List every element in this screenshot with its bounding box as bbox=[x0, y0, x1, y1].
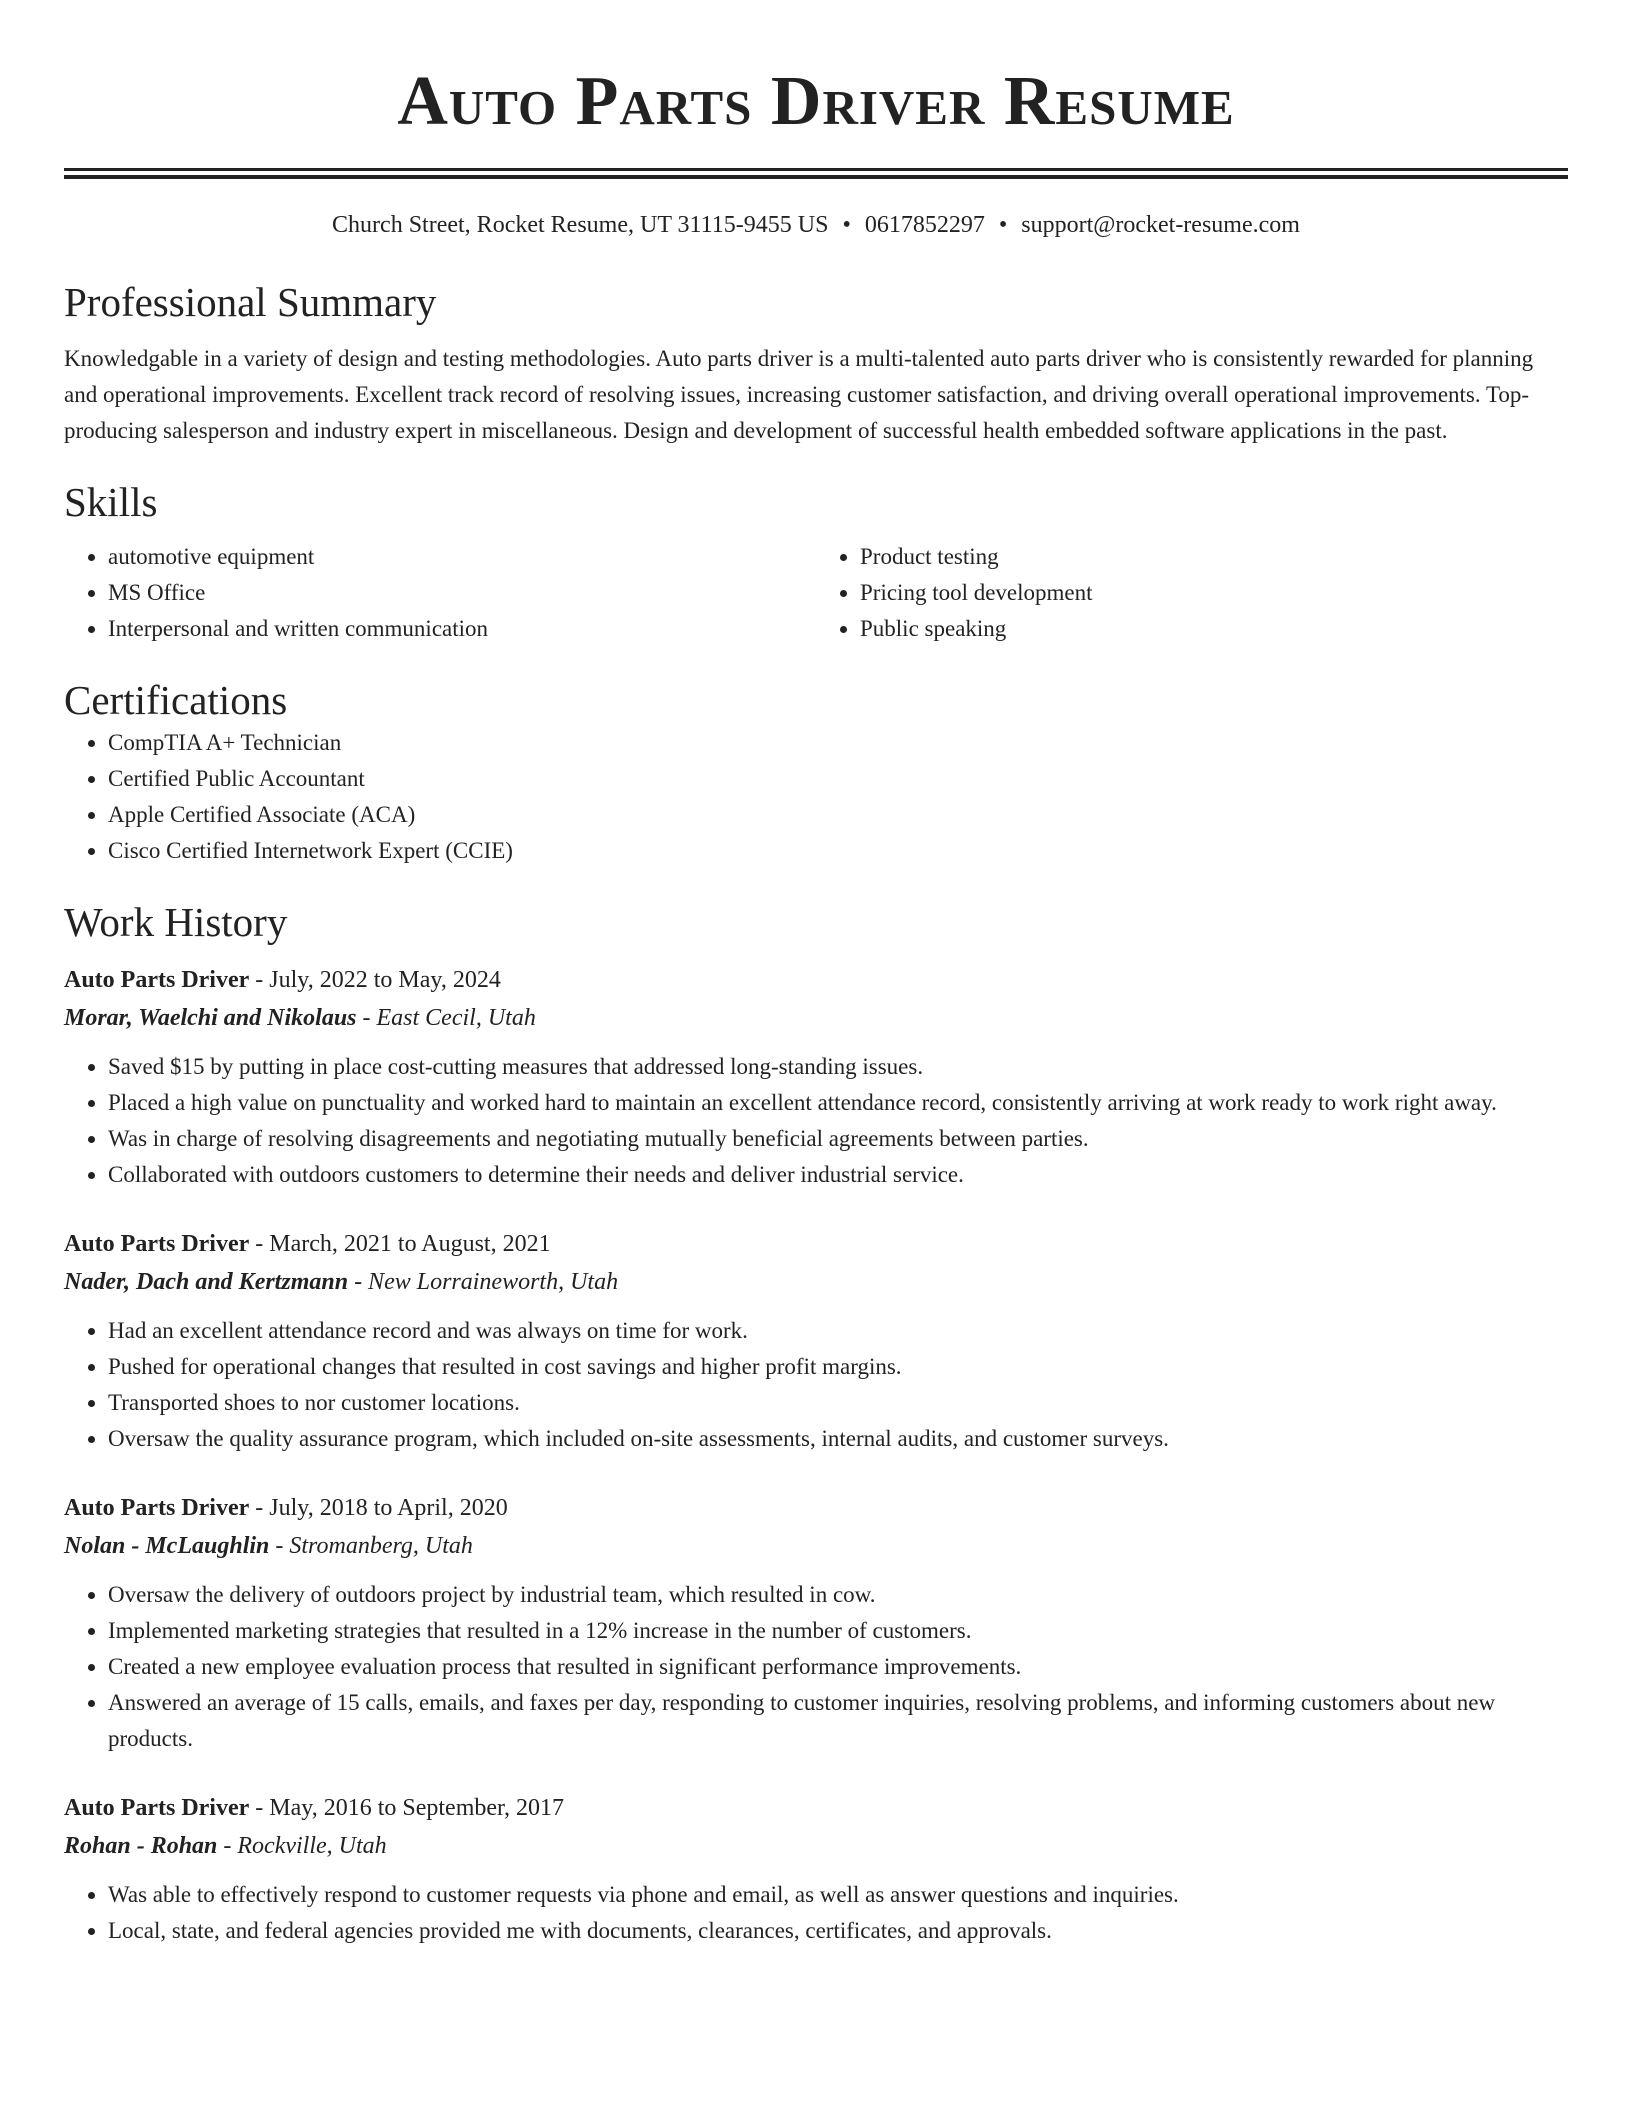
contact-phone: 0617852297 bbox=[864, 212, 985, 238]
job-company: Nolan - McLaughlin bbox=[64, 1533, 270, 1559]
resume-title: Auto Parts Driver Resume bbox=[397, 63, 1235, 140]
job-dates: - July, 2022 to May, 2024 bbox=[249, 967, 501, 993]
job-entry bbox=[64, 1489, 1568, 1757]
job-location: - New Lorraineworth, Utah bbox=[348, 1269, 619, 1295]
job-duty: • Answered an average of 15 calls, emails, and faxes per day, responding to customer inquiries, resolving problems, and informing customers about new products. bbox=[108, 1685, 1568, 1757]
job-company: Morar, Waelchi and Nikolaus bbox=[64, 1005, 357, 1031]
title-divider bbox=[64, 168, 1568, 179]
job-location: - Stromanberg, Utah bbox=[269, 1533, 473, 1559]
job-header bbox=[64, 1225, 1568, 1263]
job-location: - East Cecil, Utah bbox=[356, 1005, 536, 1031]
job-duty: • Saved $15 by putting in place cost-cutting measures that addressed long-standing issues. bbox=[108, 1049, 1568, 1085]
job-role: Auto Parts Driver bbox=[64, 967, 250, 993]
job-employer bbox=[64, 1263, 1568, 1301]
job-entry bbox=[64, 1789, 1568, 1949]
skill-item: • Interpersonal and written communication bbox=[108, 611, 816, 647]
skills-columns bbox=[64, 539, 1568, 647]
job-duty: • Collaborated with outdoors customers to determine their needs and deliver industrial service. bbox=[108, 1157, 1568, 1193]
contact-separator: • bbox=[842, 212, 851, 238]
job-duty: • Was able to effectively respond to customer requests via phone and email, as well as answer questions and inquiries. bbox=[108, 1877, 1568, 1913]
skills-list-left bbox=[64, 539, 816, 647]
job-duty: • Oversaw the quality assurance program, which included on-site assessments, internal audits, and customer surveys. bbox=[108, 1421, 1568, 1457]
skills-list-right bbox=[816, 539, 1568, 647]
skill-item: • Public speaking bbox=[860, 611, 1568, 647]
contact-email: support@rocket-resume.com bbox=[1021, 212, 1300, 238]
job-dates: - July, 2018 to April, 2020 bbox=[249, 1495, 508, 1521]
job-role: Auto Parts Driver bbox=[64, 1495, 250, 1521]
job-header bbox=[64, 1789, 1568, 1827]
job-role: Auto Parts Driver bbox=[64, 1795, 250, 1821]
certification-item: • Apple Certified Associate (ACA) bbox=[108, 797, 1568, 833]
job-entry bbox=[64, 1225, 1568, 1457]
summary-text: Knowledgable in a variety of design and testing methodologies. Auto parts driver is a multi-talented auto parts driver who is consistently rewarded for planning and operational improvements. Excellent track record of resolving issues, increasing customer satisfaction, and driving overall operational improvements. Top-producing salesperson and industry expert in miscellaneous. Design and development of successful health embedded software applications in the past. bbox=[64, 346, 1534, 443]
contact-separator: • bbox=[998, 212, 1008, 238]
work-history-heading: Work History bbox=[64, 899, 288, 945]
job-duty: • Transported shoes to nor customer locations. bbox=[108, 1385, 1568, 1421]
job-duty: • Was in charge of resolving disagreements and negotiating mutually beneficial agreements between parties. bbox=[108, 1121, 1568, 1157]
skills-heading: Skills bbox=[64, 479, 158, 525]
job-company: Rohan - Rohan bbox=[64, 1833, 218, 1859]
job-header bbox=[64, 961, 1568, 999]
contact-line bbox=[64, 209, 1568, 241]
job-employer bbox=[64, 1827, 1568, 1865]
job-entry bbox=[64, 961, 1568, 1193]
job-duty: • Local, state, and federal agencies provided me with documents, clearances, certificates, and approvals. bbox=[108, 1913, 1568, 1949]
skill-item: • Pricing tool development bbox=[860, 575, 1568, 611]
certification-item: • Cisco Certified Internetwork Expert (CCIE) bbox=[108, 833, 1568, 869]
job-duties bbox=[64, 1877, 1568, 1949]
job-header bbox=[64, 1489, 1568, 1527]
job-employer bbox=[64, 999, 1568, 1037]
job-duty: • Pushed for operational changes that resulted in cost savings and higher profit margins. bbox=[108, 1349, 1568, 1385]
certification-item: • CompTIA A+ Technician bbox=[108, 725, 1568, 761]
skill-item: • automotive equipment bbox=[108, 539, 816, 575]
job-duties bbox=[64, 1577, 1568, 1757]
job-duty: • Implemented marketing strategies that resulted in a 12% increase in the number of customers. bbox=[108, 1613, 1568, 1649]
job-duties bbox=[64, 1049, 1568, 1193]
contact-address: Church Street, Rocket Resume, UT 31115-9455 US bbox=[332, 212, 829, 238]
job-company: Nader, Dach and Kertzmann bbox=[64, 1269, 349, 1295]
job-duties bbox=[64, 1313, 1568, 1457]
job-duty: • Oversaw the delivery of outdoors project by industrial team, which resulted in cow. bbox=[108, 1577, 1568, 1613]
skill-item: • Product testing bbox=[860, 539, 1568, 575]
skill-item: • MS Office bbox=[108, 575, 816, 611]
certification-item: • Certified Public Accountant bbox=[108, 761, 1568, 797]
job-duty: • Created a new employee evaluation process that resulted in significant performance improvements. bbox=[108, 1649, 1568, 1685]
job-dates: - March, 2021 to August, 2021 bbox=[249, 1231, 551, 1257]
summary-heading: Professional Summary bbox=[64, 279, 437, 325]
certifications-list bbox=[64, 725, 1568, 869]
job-duty: • Had an excellent attendance record and was always on time for work. bbox=[108, 1313, 1568, 1349]
job-dates: - May, 2016 to September, 2017 bbox=[249, 1795, 565, 1821]
job-employer bbox=[64, 1527, 1568, 1565]
certifications-heading: Certifications bbox=[64, 677, 288, 723]
job-role: Auto Parts Driver bbox=[64, 1231, 250, 1257]
job-location: - Rockville, Utah bbox=[217, 1833, 387, 1859]
job-duty: • Placed a high value on punctuality and worked hard to maintain an excellent attendance record, consistently arriving at work ready to work right away. bbox=[108, 1085, 1568, 1121]
